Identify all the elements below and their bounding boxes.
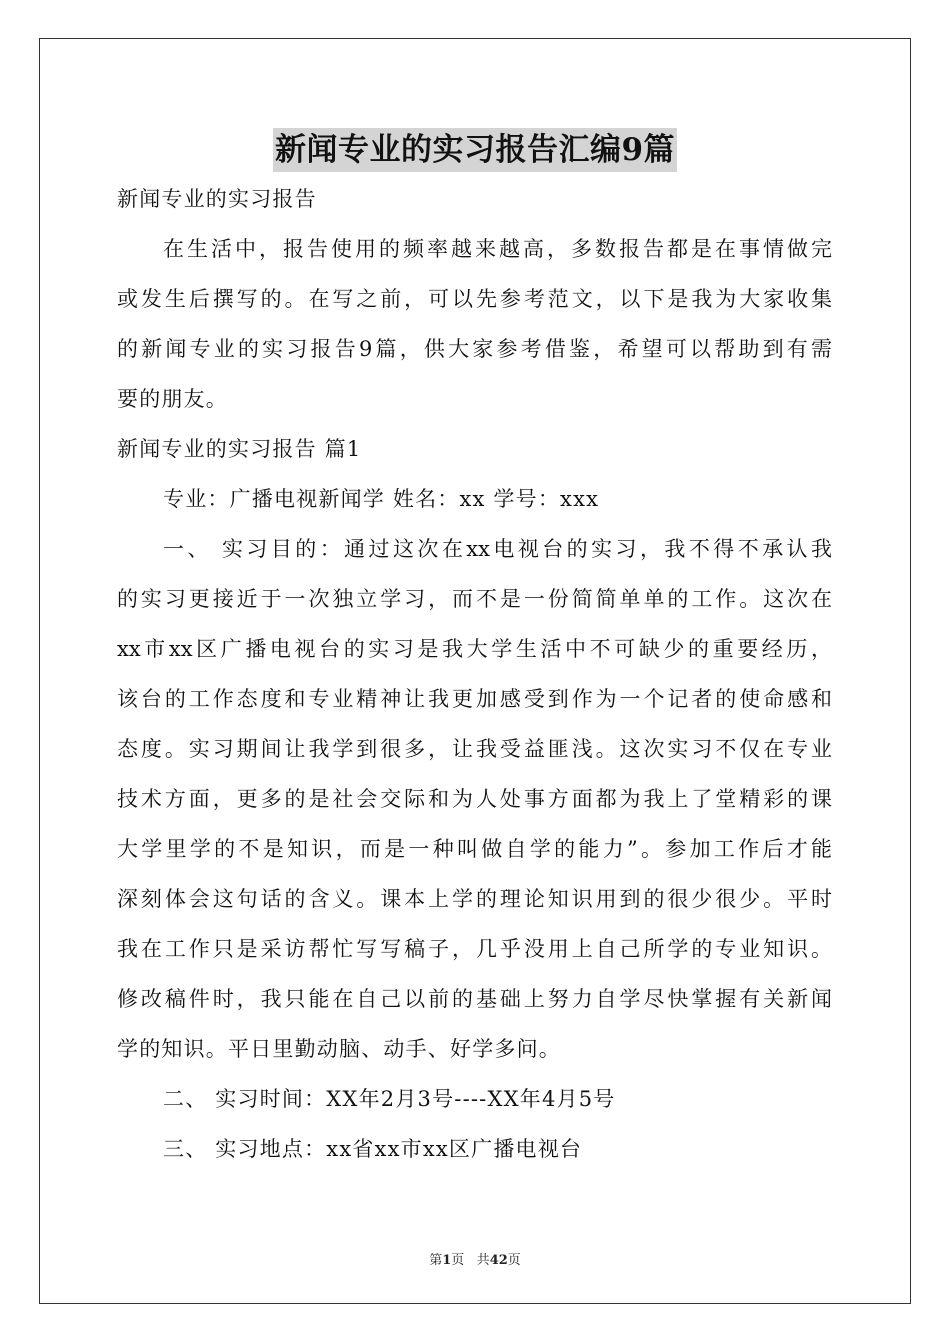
paragraph-line: 大学里学的不是知识，而是一种叫做自学的能力”。参加工作后才能 [117, 837, 832, 861]
paragraph-line: 的新闻专业的实习报告9篇，供大家参考借鉴，希望可以帮助到有需 [117, 337, 832, 361]
paragraph-line: 或发生后撰写的。在写之前，可以先参考范文，以下是我为大家收集 [117, 287, 832, 311]
paragraph-line: 态度。实习期间让我学到很多，让我受益匪浅。这次实习不仅在专业 [117, 737, 832, 761]
paragraph-line: 我在工作只是采访帮忙写写稿子，几乎没用上自己所学的专业知识。 [117, 937, 832, 961]
total-prefix: 共 [476, 1253, 490, 1268]
paragraph-line: 一、 实习目的：通过这次在xx电视台的实习，我不得不承认我 [163, 537, 832, 561]
page-prefix: 第 [429, 1253, 443, 1268]
page-number: 1 [442, 1253, 452, 1268]
internship-location-line: 三、 实习地点：xx省xx市xx区广播电视台 [163, 1137, 583, 1161]
document-title: 新闻专业的实习报告汇编9篇 [273, 128, 677, 172]
paragraph-line: 技术方面，更多的是社会交际和为人处事方面都为我上了堂精彩的课 [117, 787, 832, 811]
paragraph-line: 要的朋友。 [117, 387, 228, 411]
student-info-line: 专业：广播电视新闻学 姓名：xx 学号：xxx [163, 487, 600, 511]
page-footer [0, 1249, 950, 1268]
paragraph-line: 学的知识。平日里勤动脑、动手、好学多问。 [117, 1037, 561, 1061]
paragraph-line: xx市xx区广播电视台的实习是我大学生活中不可缺少的重要经历， [117, 637, 832, 661]
section-heading: 新闻专业的实习报告 [117, 187, 317, 211]
section-heading: 新闻专业的实习报告 篇1 [117, 437, 362, 461]
title-block [0, 128, 950, 172]
internship-time-line: 二、 实习时间：XX年2月3号----XX年4月5号 [163, 1087, 616, 1111]
paragraph-line: 该台的工作态度和专业精神让我更加感受到作为一个记者的使命感和 [117, 687, 832, 711]
paragraph-line: 在生活中，报告使用的频率越来越高，多数报告都是在事情做完 [163, 237, 832, 261]
paragraph-line: 的实习更接近于一次独立学习，而不是一份简简单单的工作。这次在 [117, 587, 832, 611]
paragraph-line: 修改稿件时，我只能在自己以前的基础上努力自学尽快掌握有关新闻 [117, 987, 832, 1011]
page-suffix: 页 [451, 1253, 465, 1268]
total-suffix: 页 [507, 1253, 521, 1268]
paragraph-line: 深刻体会这句话的含义。课本上学的理论知识用到的很少很少。平时 [117, 887, 832, 911]
total-pages: 42 [489, 1253, 508, 1268]
page-frame [39, 38, 911, 1304]
